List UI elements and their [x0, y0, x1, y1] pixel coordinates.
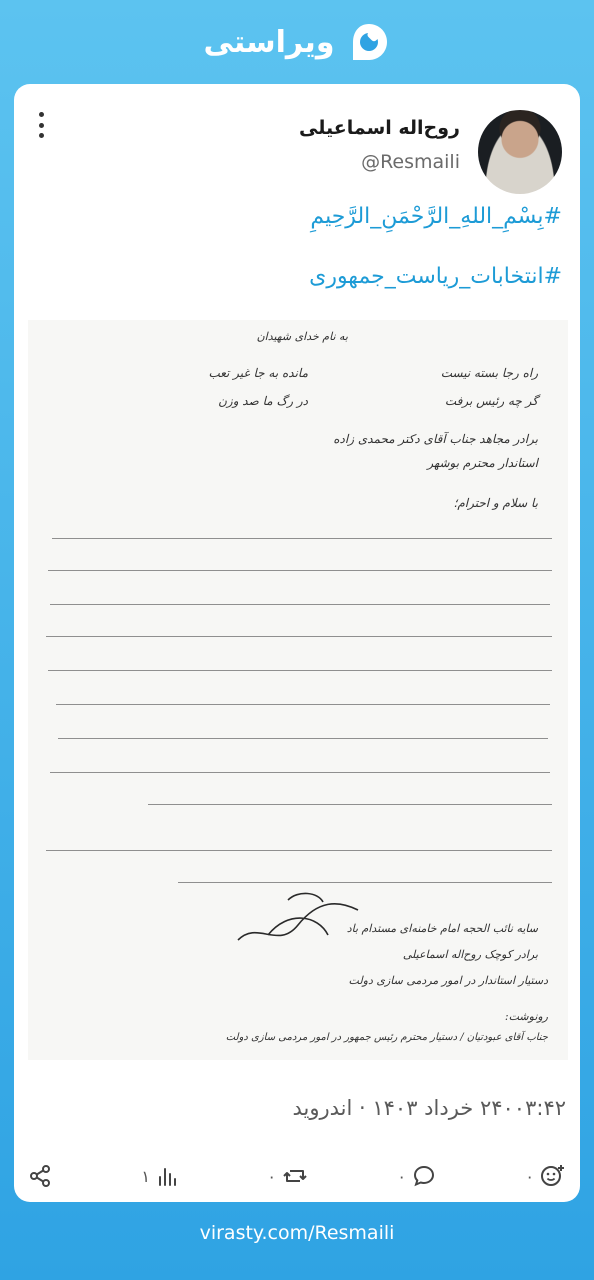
post-author[interactable]	[299, 110, 562, 194]
author-name[interactable]: روح‌اله اسماعیلی	[298, 117, 460, 139]
virasty-logo-icon	[348, 21, 390, 63]
replies-value: ۰	[397, 1166, 406, 1186]
letter-closing: سایه نائب الحجه امام خامنه‌ای مستدام باد	[346, 922, 538, 935]
reposts-value: ۰	[267, 1166, 276, 1186]
letter-cc: رونوشت:	[504, 1010, 548, 1023]
reply-button[interactable]	[397, 1164, 436, 1188]
brand-name: ویراستی	[203, 24, 335, 60]
views-count[interactable]	[141, 1165, 178, 1187]
letter-cc: جناب آقای عبودتیان / دستیار محترم رئیس جمهور در امور مردمی سازی دولت	[225, 1032, 548, 1043]
letter-verse: در رگ ما صد وزن	[218, 394, 308, 408]
repost-button[interactable]	[267, 1165, 308, 1187]
more-options-icon[interactable]	[34, 112, 48, 138]
author-handle[interactable]: @Resmaili	[361, 151, 460, 173]
footer-url[interactable]: virasty.com/Resmaili	[199, 1222, 395, 1244]
hashtag-link[interactable]: #بِسْمِ_اللهِ_الرَّحْمَنِ_الرَّحِیمِ	[310, 204, 562, 229]
letter-verse: مانده به جا غیر تعب	[208, 366, 308, 380]
post-image[interactable]	[28, 320, 568, 1060]
letter-header: به نام خدای شهیدان	[256, 330, 348, 343]
avatar[interactable]	[478, 110, 562, 194]
comment-icon	[412, 1164, 436, 1188]
hashtag-link[interactable]: #انتخابات_ریاست_جمهوری	[309, 264, 562, 289]
letter-verse: راه رجا بسته نیست	[440, 366, 538, 380]
post-timestamp: ۲۴۰۰۳:۴۲ خرداد ۱۴۰۳ · اندروید	[292, 1096, 566, 1120]
views-value: ۱	[141, 1166, 150, 1186]
repost-icon	[282, 1165, 308, 1187]
share-button[interactable]	[28, 1164, 52, 1188]
letter-verse: گر چه رئیس برفت	[444, 394, 538, 408]
like-button[interactable]	[525, 1163, 566, 1189]
likes-value: ۰	[525, 1166, 534, 1186]
letter-closing: دستیار استاندار در امور مردمی سازی دولت	[348, 974, 548, 987]
letter-greeting: با سلام و احترام؛	[453, 496, 538, 510]
add-reaction-icon	[540, 1163, 566, 1189]
brand-bar	[0, 0, 594, 84]
views-chart-icon	[156, 1165, 178, 1187]
letter-salutation: استاندار محترم بوشهر	[427, 456, 538, 470]
post-actions	[28, 1158, 566, 1194]
post-card	[14, 84, 580, 1202]
signature-mark	[228, 880, 368, 960]
share-icon	[28, 1164, 52, 1188]
letter-salutation: برادر مجاهد جناب آقای دکتر محمدی زاده	[333, 432, 538, 446]
letter-closing: برادر کوچک روح‌اله اسماعیلی	[402, 948, 538, 961]
